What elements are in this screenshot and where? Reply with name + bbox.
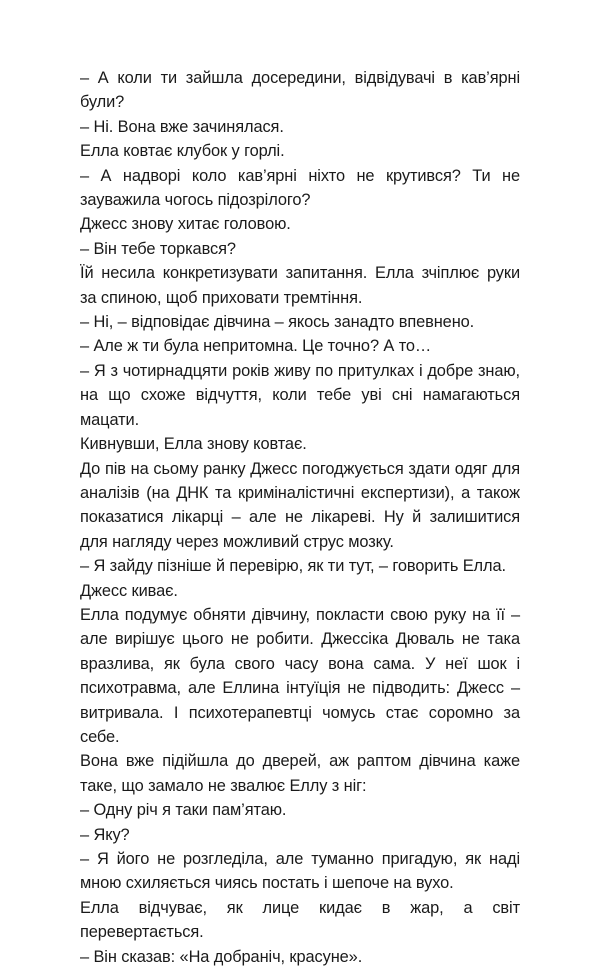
- paragraph-narration-7: Елла подумує обняти дівчину, покласти свою руку на її – але вирішує цього не робити. Джессіка Дюваль не така вразлива, як була свого часу вона сама. У неї шок і психотравма, але Еллина інтуїція не підводить: Джесс – витривала. І психотерапевтці чомусь стає соромно за себе.: [80, 605, 520, 746]
- paragraph-narration-1: Елла ковтає клубок у горлі.: [80, 142, 285, 161]
- paragraph-narration-3: Їй несила конкретизувати запитання. Елла зчіплює руки за спиною, щоб приховати тремтіння.: [80, 264, 520, 307]
- paragraph-dialogue-7: – Я з чотирнадцяти років живу по притулках і добре знаю, на що схоже відчуття, коли тебе уві сні намагаються мацати.: [80, 361, 520, 429]
- paragraph-narration-4: Кивнувши, Елла знову ковтає.: [80, 435, 307, 454]
- paragraph-dialogue-9: – Одну річ я таки пам’ятаю.: [80, 801, 287, 820]
- paragraph-narration-8: Вона вже підійшла до дверей, аж раптом дівчина каже таке, що замало не звалює Еллу з ніг:: [80, 752, 520, 795]
- paragraph-dialogue-11: – Я його не розгледіла, але туманно пригадую, як наді мною схиляється чиясь постать і шепоче на вухо.: [80, 850, 520, 893]
- book-page-text: [80, 66, 520, 969]
- paragraph-narration-5: До пів на сьому ранку Джесс погоджується здати одяг для аналізів (на ДНК та криміналістичні експертизи), а також показатися лікарці – але не лікареві. Ну й залишитися для нагляду через можливий струс мозку.: [80, 459, 520, 551]
- paragraph-dialogue-10: – Яку?: [80, 825, 130, 844]
- paragraph-narration-6: Джесс киває.: [80, 581, 178, 600]
- paragraph-dialogue-6: – Але ж ти була непритомна. Це точно? А то…: [80, 337, 432, 356]
- paragraph-dialogue-4: – Він тебе торкався?: [80, 239, 236, 258]
- paragraph-dialogue-3: – А надворі коло кав’ярні ніхто не крутився? Ти не зауважила чогось підозрілого?: [80, 166, 520, 210]
- paragraph-dialogue-8: – Я зайду пізніше й перевірю, як ти тут, – говорить Елла.: [80, 557, 506, 576]
- paragraph-narration-9: Елла відчуває, як лице кидає в жар, а світ перевертається.: [80, 898, 520, 942]
- paragraph-dialogue-1: – А коли ти зайшла досередини, відвідувачі в кав’ярні були?: [80, 69, 520, 112]
- paragraph-dialogue-12: – Він сказав: «На добраніч, красуне».: [80, 947, 363, 966]
- paragraph-narration-2: Джесс знову хитає головою.: [80, 215, 291, 234]
- paragraph-dialogue-2: – Ні. Вона вже зачинялася.: [80, 117, 284, 136]
- paragraph-dialogue-5: – Ні, – відповідає дівчина – якось занадто впевнено.: [80, 313, 475, 332]
